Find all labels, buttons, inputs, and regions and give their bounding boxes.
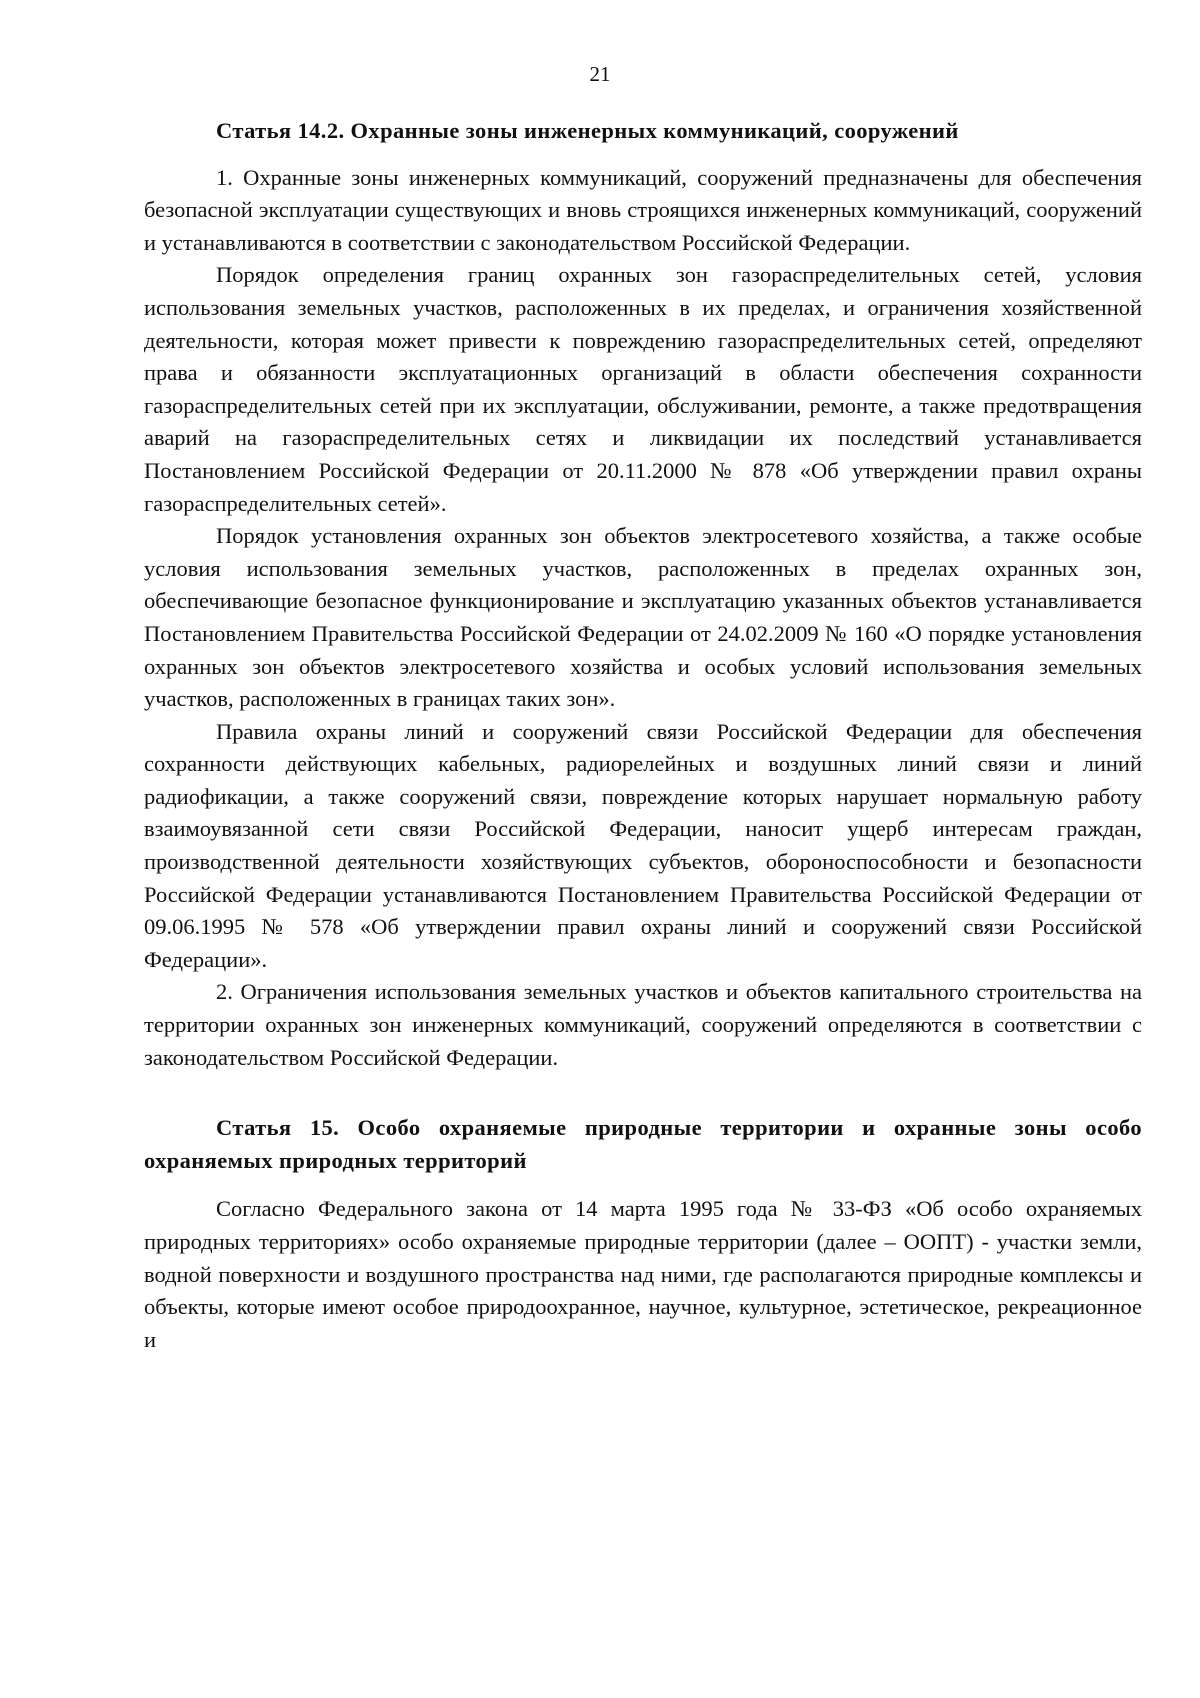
page-content [144,115,1142,1356]
article-14-2-paragraph-2: Порядок определения границ охранных зон газораспределительных сетей, условия использования земельных участков, расположенных в их пределах, и ограничения хозяйственной деятельности, которая может привести к повреждению газораспределительных сетей, определяют права и обязанности эксплуатационных организаций в области обеспечения сохранности газораспределительных сетей при их эксплуатации, обслуживании, ремонте, а также предотвращения аварий на газораспределительных сетях и ликвидации их последствий устанавливается Постановлением Российской Федерации от 20.11.2000 № 878 «Об утверждении правил охраны газораспределительных сетей». [144,262,1142,516]
article-15-title: Статья 15. Особо охраняемые природные территории и охранные зоны особо охраняемых природных территорий [144,1115,1142,1173]
article-14-2-paragraph-3: Порядок установления охранных зон объектов электросетевого хозяйства, а также особые условия использования земельных участков, расположенных в пределах охранных зон, обеспечивающие безопасное функционирование и эксплуатацию указанных объектов устанавливается Постановлением Правительства Российской Федерации от 24.02.2009 № 160 «О порядке установления охранных зон объектов электросетевого хозяйства и особых условий использования земельных участков, расположенных в границах таких зон». [144,523,1142,712]
article-15-paragraph-1: Согласно Федерального закона от 14 марта 1995 года № 33-ФЗ «Об особо охраняемых природных территориях» особо охраняемые природные территории (далее – ООПТ) - участки земли, водной поверхности и воздушного пространства над ними, где располагаются природные комплексы и объекты, которые имеют особое природоохранное, научное, культурное, эстетическое, рекреационное и [144,1196,1142,1352]
article-14-2-paragraph-5: 2. Ограничения использования земельных участков и объектов капитального строительства на территории охранных зон инженерных коммуникаций, сооружений определяются в соответствии с законодательством Российской Федерации. [144,979,1142,1070]
article-14-2-paragraph-1: 1. Охранные зоны инженерных коммуникаций, сооружений предназначены для обеспечения безопасной эксплуатации существующих и вновь строящихся инженерных коммуникаций, сооружений и устанавливаются в соответствии с законодательством Российской Федерации. [144,164,1142,255]
article-14-2-paragraph-4: Правила охраны линий и сооружений связи Российской Федерации для обеспечения сохранности действующих кабельных, радиорелейных и воздушных линий связи и линий радиофикации, а также сооружений связи, повреждение которых нарушает нормальную работу взаимоувязанной сети связи Российской Федерации, наносит ущерб интересам граждан, производственной деятельности хозяйствующих субъектов, обороноспособности и безопасности Российской Федерации устанавливаются Постановлением Правительства Российской Федерации от 09.06.1995 № 578 «Об утверждении правил охраны линий и сооружений связи Российской Федерации». [144,718,1142,972]
article-14-2-title: Статья 14.2. Охранные зоны инженерных коммуникаций, сооружений [216,118,959,143]
page-number: 21 [589,62,611,86]
